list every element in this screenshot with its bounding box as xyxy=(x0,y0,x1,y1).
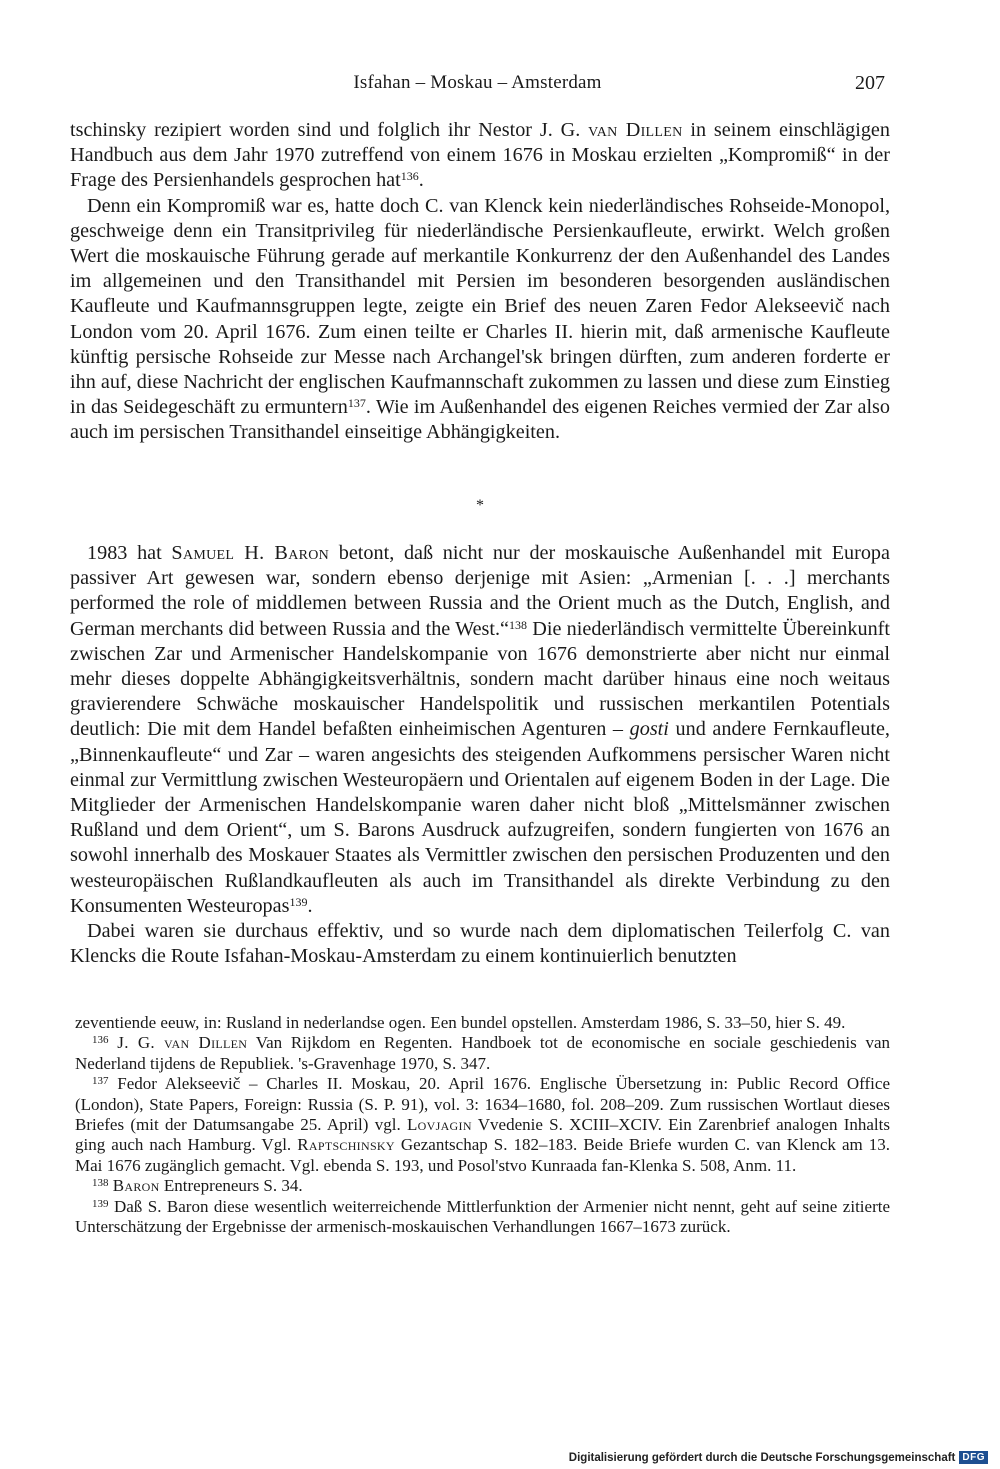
text-run: Denn ein Kompromiß war es, hatte doch C. van Klenck kein niederländisches Rohseide-Monopol, geschweige denn ein Transitprivileg für niederländische Persienkaufleute, erwirkt. Welch großen Wert die moskauische Führung gerade auf merkantile Konkurrenz der den Außenhandel des Landes im allgemeinen und den Transithandel mit Persien im besonderen besorgenden ausländischen Kaufleute und Kaufmannsgruppen legte, zeigte ein Brief des neuen Zaren Fedor Alekseevič nach London vom 20. April 1676. Zum einen teilte er Charles II. hierin mit, daß armenische Kaufleute künftig persische Rohseide zur Messe nach Archangel'sk bringen dürften, zum anderen forderte er ihn auf, diese Nachricht der englischen Kaufmannschaft zukommen zu lassen und diese zum Einstieg in das Seidegeschäft zu ermuntern xyxy=(70,194,890,419)
digitization-credit xyxy=(569,1451,988,1464)
text-run: Daß S. Baron diese wesentlich weiterreichende Mittlerfunktion der Armenier nicht nennt, geht auf seine zitierte Unterschätzung der Ergebnisse der armenisch-moskauischen Verhandlungen 1667–1673 zurück. xyxy=(75,1196,890,1237)
author-name: Raptschinsky xyxy=(297,1135,395,1155)
page-header xyxy=(70,72,885,102)
footnote-ref[interactable]: 139 xyxy=(289,894,308,909)
text-run: Entrepreneurs S. 34. xyxy=(159,1176,303,1196)
footnote-138 xyxy=(75,1176,890,1196)
section-1 xyxy=(70,118,890,446)
text-run: 1983 hat xyxy=(87,542,172,564)
author-name: J. G. van Dillen xyxy=(117,1033,248,1053)
author-name: Samuel H. Baron xyxy=(171,542,330,564)
text-run: tschinsky rezipiert worden sind und folglich ihr Nestor J. G. xyxy=(70,119,589,141)
footnote-ref[interactable]: 136 xyxy=(400,169,419,184)
text-run: Die niederländisch vermittelte Übereinkunft zwischen Zar und Armenischer Handelskompanie von 1676 demonstrierte aber nicht nur einmal mehr dieses doppelte Abhängigkeitsverhältnis, sondern macht darüber hinaus eine noch weitaus gravierendere Schwäche moskauischer Handelspolitik und russischen merkantilen Potentials deutlich: Die mit dem Handel befaßten einheimischen Agenturen – xyxy=(70,617,890,741)
text-run: . Wie im Außenhandel des eigenen Reiches vermied der Zar also auch im persischen Transithandel einseitige Abhängigkeiten. xyxy=(70,396,891,444)
text-run: in seinem einschlägigen Handbuch aus dem Jahr 1970 zutreffend von einem 1676 in Moskau erzielten „Kompromiß“ in der Frage des Persienhandels gesprochen hat xyxy=(70,119,890,192)
emphasis: gosti xyxy=(629,718,669,741)
credit-text: Digitalisierung gefördert durch die Deutsche Forschungsgemeinschaft xyxy=(568,1451,956,1464)
text-run: . xyxy=(418,169,424,192)
footnote-number: 139 xyxy=(92,1197,109,1210)
paragraph-3 xyxy=(70,541,890,919)
paragraph-4: Dabei waren sie durchaus effektiv, und so wurde nach dem diplomatischen Teilerfolg C. van Klencks die Route Isfahan-Moskau-Amsterdam zu einem kontinuierlich benutzten xyxy=(70,920,890,968)
page-number: 207 xyxy=(855,72,885,94)
footnote-number: 137 xyxy=(92,1075,109,1088)
text-run: Fedor Alekseevič – Charles II. Moskau, 20. April 1676. Englische Übersetzung in: Public Record Office (London), State Papers, Foreign: Russia (S. P. 91), vol. 3: 1634–1680, fol. 208–209. Zum russischen Wortlaut dieses Briefes (mit der Datumsangabe 25. April) vgl. xyxy=(75,1074,890,1135)
footnote-number: 136 xyxy=(92,1034,109,1047)
author-name: Lovjagin xyxy=(407,1115,472,1135)
footnote-ref[interactable]: 137 xyxy=(347,396,366,411)
text-run: Vvedenie S. XCIII–XCIV. Ein Zarenbrief analogen Inhalts ging auch nach Hamburg. Vgl. xyxy=(75,1115,890,1155)
section-separator: * xyxy=(476,497,484,514)
dfg-logo: DFG xyxy=(959,1451,988,1464)
section-2 xyxy=(70,541,890,969)
text-run: betont, daß nicht nur der moskauische Außenhandel mit Europa passiver Art gewesen war, sondern ebenso derjenige mit Asien: „Armenian [. . .] merchants performed the role of middlemen between Russia and the Orient much as the Dutch, English, and German merchants did between Russia and the West.“ xyxy=(70,542,890,640)
footnotes xyxy=(75,1013,890,1237)
text-run: Van Rijkdom en Regenten. Handboek tot de economische en sociale geschiedenis van Nederland tijdens de Republiek. 's-Gravenhage 1970, S. 347. xyxy=(75,1033,891,1073)
paragraph-2 xyxy=(70,194,890,446)
text-run: und andere Fernkaufleute, „Binnenkaufleute“ und Zar – waren angesichts des steigenden Aufkommens persischer Waren nicht einmal zur Vermittlung zwischen Westeuropäern und Orientalen auf eigenem Boden in der Lage. Die Mitglieder der Armenischen Handelskompanie waren daher nicht bloß „Mittelsmänner zwischen Rußland und dem Orient“, um S. Barons Ausdruck aufzugreifen, sondern fungierten von 1676 an sowohl innerhalb des Moskauer Staates als Vermittler zwischen den persischen Produzenten und den westeuropäischen Rußlandkaufleuten als auch im Transithandel als direkte Verbindung zu den Konsumenten Westeuropas xyxy=(70,718,890,917)
footnote-137 xyxy=(75,1074,890,1176)
running-head: Isfahan – Moskau – Amsterdam xyxy=(353,72,602,93)
author-name: van Dillen xyxy=(588,119,683,141)
footnote-continuation: zeventiende eeuw, in: Rusland in nederlandse ogen. Een bundel opstellen. Amsterdam 1986, S. 33–50, hier S. 49. xyxy=(75,1013,846,1032)
footnote-number: 138 xyxy=(92,1177,109,1190)
footnote-136 xyxy=(75,1033,890,1074)
paragraph-1 xyxy=(70,118,890,194)
text-run: . xyxy=(307,894,313,917)
text-run: Gezantschap S. 182–183. Beide Briefe wurden C. van Klenck am 13. Mai 1676 zugänglich gemacht. Vgl. ebenda S. 193, und Posol'stvo Kunraada fan-Klenka S. 508, Anm. 11. xyxy=(75,1135,891,1175)
footnote-ref[interactable]: 138 xyxy=(509,617,528,632)
author-name: Baron xyxy=(112,1176,160,1196)
footnote-139 xyxy=(75,1197,890,1238)
